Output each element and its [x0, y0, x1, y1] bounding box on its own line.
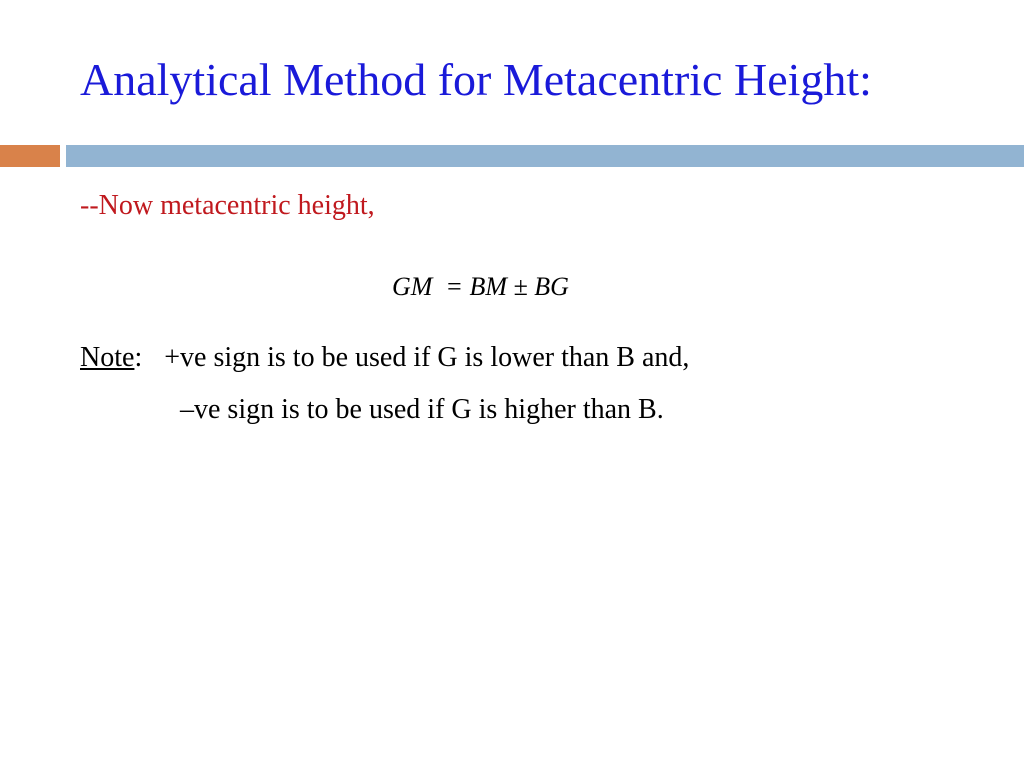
metacentric-height-equation: GM = BM ± BG — [392, 272, 569, 301]
slide-title: Analytical Method for Metacentric Height: — [80, 54, 872, 105]
accent-bar-orange — [0, 145, 60, 167]
intro-text: --Now metacentric height, — [80, 190, 375, 221]
accent-bar-blue — [66, 145, 1024, 167]
note-text-2: –ve sign is to be used if G is higher than B. — [180, 394, 664, 425]
note-colon: : — [134, 342, 143, 373]
note-text-1: +ve sign is to be used if G is lower than B and, — [164, 342, 690, 373]
note-line-2 — [180, 394, 664, 426]
note-label: Note — [80, 342, 135, 373]
note-line-1 — [80, 342, 689, 374]
